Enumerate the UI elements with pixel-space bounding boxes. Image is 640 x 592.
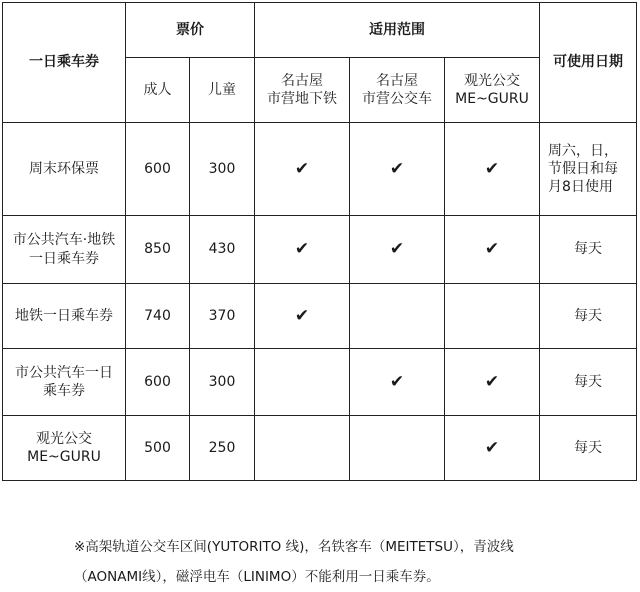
- child-price: 300: [190, 349, 255, 416]
- header-days: 可使用日期: [540, 3, 637, 123]
- child-price: 430: [190, 216, 255, 284]
- bus-check: ✔: [350, 349, 445, 416]
- bus-check: [350, 284, 445, 349]
- header-scope: 适用范围: [255, 3, 540, 58]
- meguru-check: ✔: [445, 123, 540, 216]
- subway-check: ✔: [255, 284, 350, 349]
- pass-name: 地铁一日乘车券: [3, 284, 126, 349]
- meguru-check: ✔: [445, 216, 540, 284]
- bus-check: ✔: [350, 216, 445, 284]
- header-city-bus: 名古屋 市营公交车: [350, 58, 445, 123]
- pass-name: 市公共汽车·地铁 一日乘车券: [3, 216, 126, 284]
- usable-days: 每天: [540, 284, 637, 349]
- child-price: 300: [190, 123, 255, 216]
- table-row: [3, 216, 637, 284]
- usable-days: 周六，日， 节假日和每 月8日使用: [540, 123, 637, 216]
- table-row: [3, 416, 637, 481]
- table-row: [3, 123, 637, 216]
- adult-price: 740: [126, 284, 190, 349]
- pass-name: 周末环保票: [3, 123, 126, 216]
- child-price: 250: [190, 416, 255, 481]
- header-meguru: 观光公交 ME~GURU: [445, 58, 540, 123]
- pass-name: 观光公交 ME~GURU: [3, 416, 126, 481]
- header-child: 儿童: [190, 58, 255, 123]
- header-adult: 成人: [126, 58, 190, 123]
- meguru-check: ✔: [445, 349, 540, 416]
- child-price: 370: [190, 284, 255, 349]
- subway-check: [255, 349, 350, 416]
- subway-check: ✔: [255, 216, 350, 284]
- header-price: 票价: [126, 3, 255, 58]
- adult-price: 600: [126, 123, 190, 216]
- usable-days: 每天: [540, 416, 637, 481]
- bus-check: ✔: [350, 123, 445, 216]
- usable-days: 每天: [540, 216, 637, 284]
- fare-table: [2, 2, 637, 481]
- meguru-check: ✔: [445, 416, 540, 481]
- header-subway: 名古屋 市营地下铁: [255, 58, 350, 123]
- pass-name: 市公共汽车一日 乘车券: [3, 349, 126, 416]
- table-row: [3, 284, 637, 349]
- usable-days: 每天: [540, 349, 637, 416]
- adult-price: 850: [126, 216, 190, 284]
- subway-check: ✔: [255, 123, 350, 216]
- meguru-check: [445, 284, 540, 349]
- adult-price: 600: [126, 349, 190, 416]
- adult-price: 500: [126, 416, 190, 481]
- footnote: ※高架轨道公交车区间(YUTORITO 线)，名铁客车（MEITETSU），青波线 （AONAMI线），磁浮电车（LINIMO）不能利用一日乘车券。: [74, 539, 514, 585]
- subway-check: [255, 416, 350, 481]
- header-pass: 一日乘车券: [3, 3, 126, 123]
- bus-check: [350, 416, 445, 481]
- table-row: [3, 349, 637, 416]
